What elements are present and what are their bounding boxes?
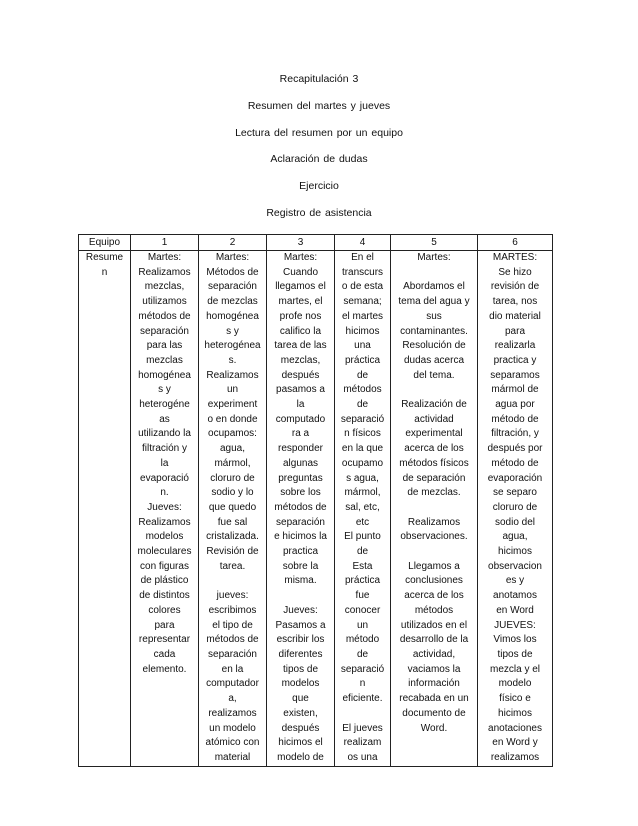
summary-cell-team-3 [267,251,335,767]
summary-text-team-1: Martes: Realizamos mezclas, utilizamos métodos de separación para las mezclas homogénea s y heterogéne as utilizando la filtración y la evaporació n. Jueves: Realizamos modelos moleculares con figuras de plástico de distintos colores para representar cada elemento. [137,252,192,675]
summary-text-team-6: MARTES: Se hizo revisión de tarea, nos dio material para realizarla practica y separamos mármol de agua por método de filtración, y después por método de evaporación se separo cloruro de sodio del agua, hicimos observacion es y anotamos en Word JUEVES: Vimos los tipos de mezcla y el modelo físico e hicimos anotaciones en Word y realizamos [487,252,543,763]
row-label-resumen [79,251,131,767]
header-equipo: Equipo [79,235,131,251]
summary-table [78,234,553,767]
summary-cell-team-4 [335,251,391,767]
summary-cell-team-1 [131,251,199,767]
agenda-item-summary: Resumen del martes y jueves [247,100,391,112]
header-team-2: 2 [199,235,267,251]
row-label-text: Resume n [85,252,124,278]
summary-cell-team-2 [199,251,267,767]
summary-text-team-2: Martes: Métodos de separación de mezclas homogénea s y heterogénea s. Realizamos un experiment o en donde ocupamos: agua, mármol, cloruro de sodio y lo que quedo fue sal cristalizada. Revisión de tarea. jueves: escribimos el tipo de métodos de separación en la computador a, realizamos un modelo atómico con material [204,252,261,763]
header-team-4: 4 [335,235,391,251]
header-team-5: 5 [391,235,478,251]
summary-text-team-3: Martes: Cuando llegamos el martes, el profe nos califico la tarea de las mezclas, después pasamos a la computado ra a responder algunas preguntas sobre los métodos de separación e hicimos la practica sobre la misma. Jueves: Pasamos a escribir los diferentes tipos de modelos que existen, después hicimos el modelo de [274,252,327,763]
header-team-6: 6 [478,235,553,251]
header-team-3: 3 [267,235,335,251]
agenda-item-reading: Lectura del resumen por un equipo [235,127,403,139]
table-header-row [79,235,553,251]
summary-text-team-4: En el transcurs o de esta semana; el martes hicimos una práctica de métodos de separació n físicos en la que ocupamo s agua, mármol, sal, etc, etc El punto de Esta práctica fue conocer un método de separació n eficiente. El jueves realizam os una [340,252,385,763]
summary-cell-team-5 [391,251,478,767]
header-team-1: 1 [131,235,199,251]
summary-cell-team-6 [478,251,553,767]
document-title: Recapitulación 3 [279,73,359,85]
agenda-item-doubts: Aclaración de dudas [270,153,368,165]
table-row [79,251,553,767]
agenda-item-attendance: Registro de asistencia [266,207,372,219]
summary-text-team-5: Martes: Abordamos el tema del agua y sus contaminantes. Resolución de dudas acerca del tema. Realización de actividad experimental acerca de los métodos físicos de separación de mezclas. Realizamos observaciones. Llegamos a conclusiones acerca de los métodos utilizados en el desarrollo de la actividad, vaciamos la información recabada en un documento de Word. [398,252,470,734]
agenda-item-exercise: Ejercicio [299,180,339,192]
